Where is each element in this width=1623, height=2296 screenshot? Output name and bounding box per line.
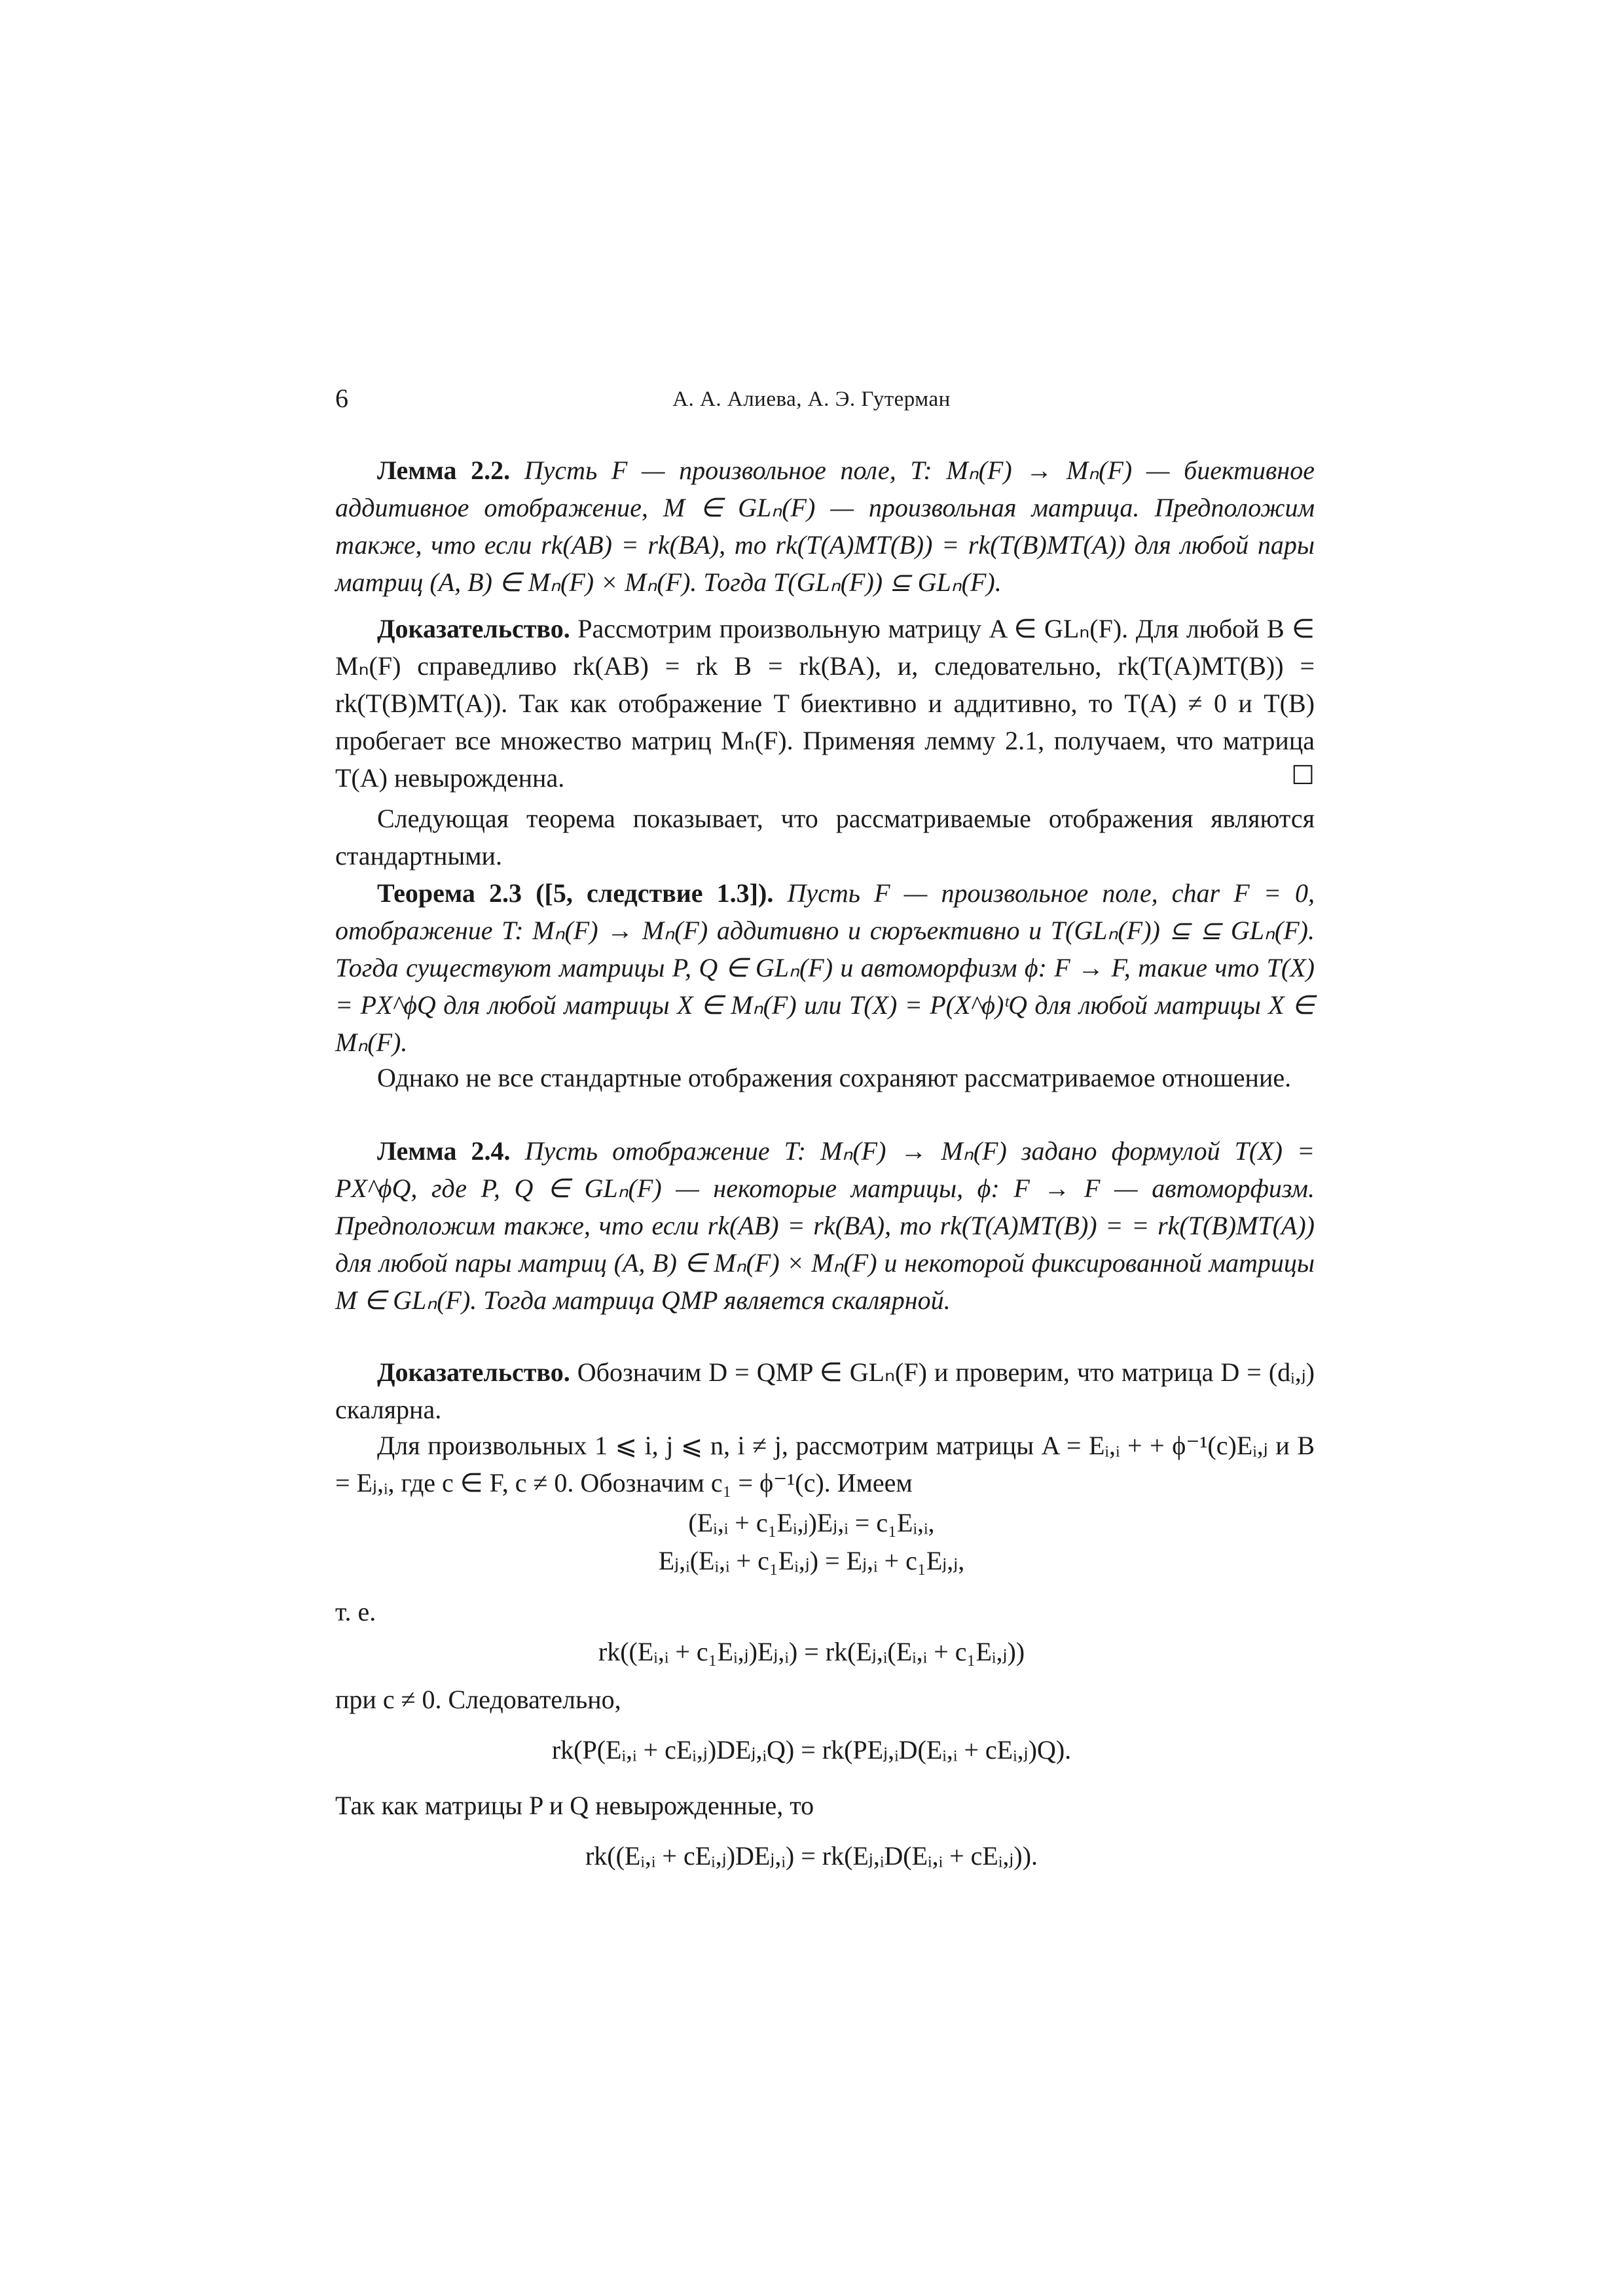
proof-lemma-2-2 (335, 610, 1315, 797)
proof-2-text-4: Так как матрицы P и Q невырожденные, то (335, 1791, 814, 1820)
paragraph-1: Следующая теорема показывает, что рассматриваемые отображения являются стандартными. (335, 804, 1315, 870)
paragraph-not-all (335, 1059, 1315, 1096)
proof-2-text-1: Обозначим D = QMP ∈ GLₙ(F) и проверим, что матрица D = (dᵢ,ⱼ) скалярна. (335, 1357, 1315, 1424)
lemma-2-4 (335, 1132, 1315, 1319)
proof-1-text: Рассмотрим произвольную матрицу A ∈ GLₙ(F). Для любой B ∈ Mₙ(F) справедливо rk(AB) = rk B = rk(BA), и, следовательно, rk(T(A)MT(B)) = rk(T(B)MT(A)). Так как отображение T биективно и аддитивно, то T(A) ≠ 0 и T(B) пробегает все множество матриц Mₙ(F). Применяя лемму 2.1, получаем, что матрица T(A) невырожденна. (335, 614, 1315, 793)
qed-symbol: ☐ (1291, 761, 1315, 790)
paragraph-standard (335, 800, 1315, 874)
page-number: 6 (335, 384, 348, 413)
te-text (335, 1593, 1315, 1630)
equation-1a: (Eᵢ,ᵢ + c₁Eᵢ,ⱼ)Eⱼ,ᵢ = c₁Eᵢ,ᵢ, (688, 1508, 935, 1537)
equation-4: rk((Eᵢ,ᵢ + cEᵢ,ⱼ)DEⱼ,ᵢ) = rk(Eⱼ,ᵢD(Eᵢ,ᵢ + cEᵢ,ⱼ)). (585, 1841, 1038, 1871)
equation-system-1 (0, 1504, 1623, 1580)
proof-2-para-4 (335, 1787, 1315, 1824)
running-head: А. А. Алиева, А. Э. Гутерман (672, 387, 951, 411)
equation-1b: Eⱼ,ᵢ(Eᵢ,ᵢ + c₁Eᵢ,ⱼ) = Eⱼ,ᵢ + c₁Eⱼ,ⱼ, (658, 1546, 965, 1575)
proof-1-label: Доказательство. (377, 614, 570, 643)
proof-2-text-2: Для произвольных 1 ⩽ i, j ⩽ n, i ≠ j, рассмотрим матрицы A = Eᵢ,ᵢ + + ϕ⁻¹(c)Eᵢ,ⱼ и B = Eⱼ,ᵢ, где c ∈ F, c ≠ 0. Обозначим c₁ = ϕ⁻¹(c). Имеем (335, 1431, 1315, 1498)
lemma-2-4-label: Лемма 2.4. (377, 1136, 511, 1166)
lemma-2-2-label: Лемма 2.2. (377, 456, 511, 485)
theorem-2-3 (335, 874, 1315, 1061)
lemma-2-2-text: Пусть F — произвольное поле, T: Mₙ(F) → Mₙ(F) — биективное аддитивное отображение, M ∈ GLₙ(F) — произвольная матрица. Предположим также, что если rk(AB) = rk(BA), то rk(T(A)MT(B)) = rk(T(B)MT(A)) для любой пары матриц (A, B) ∈ Mₙ(F) × Mₙ(F). Тогда T(GLₙ(F)) ⊆ GLₙ(F). (335, 456, 1315, 597)
lemma-2-2 (335, 452, 1315, 601)
proof-lemma-2-4 (335, 1354, 1315, 1428)
proof-2-te: т. е. (335, 1597, 376, 1626)
proof-2-label: Доказательство. (377, 1357, 570, 1387)
proof-2-para-2 (335, 1427, 1315, 1501)
lemma-2-4-text: Пусть отображение T: Mₙ(F) → Mₙ(F) задано формулой T(X) = PX^ϕQ, где P, Q ∈ GLₙ(F) — некоторые матрицы, ϕ: F → F — автоморфизм. Предположим также, что если rk(AB) = rk(BA), то rk(T(A)MT(B)) = = rk(T(B)MT(A)) для любой пары матриц (A, B) ∈ Mₙ(F) × Mₙ(F) и некоторой фиксированной матрицы M ∈ GLₙ(F). Тогда матрица QMP является скалярной. (335, 1136, 1315, 1315)
equation-3: rk(P(Eᵢ,ᵢ + cEᵢ,ⱼ)DEⱼ,ᵢQ) = rk(PEⱼ,ᵢD(Eᵢ,ᵢ + cEᵢ,ⱼ)Q). (551, 1735, 1072, 1765)
theorem-2-3-label: Теорема 2.3 ([5, следствие 1.3]). (377, 878, 774, 908)
equation-2: rk((Eᵢ,ᵢ + c₁Eᵢ,ⱼ)Eⱼ,ᵢ) = rk(Eⱼ,ᵢ(Eᵢ,ᵢ + c₁Eᵢ,ⱼ)) (598, 1637, 1025, 1666)
paragraph-2: Однако не все стандартные отображения сохраняют рассматриваемое отношение. (377, 1063, 1292, 1092)
theorem-2-3-text: Пусть F — произвольное поле, char F = 0, отображение T: Mₙ(F) → Mₙ(F) аддитивно и сюръективно и T(GLₙ(F)) ⊆ ⊆ GLₙ(F). Тогда существуют матрицы P, Q ∈ GLₙ(F) и автоморфизм ϕ: F → F, такие что T(X) = PX^ϕQ для любой матрицы X ∈ Mₙ(F) или T(X) = P(X^ϕ)ᵗQ для любой матрицы X ∈ Mₙ(F). (335, 878, 1315, 1057)
proof-2-text-3: при c ≠ 0. Следовательно, (335, 1685, 621, 1714)
proof-2-para-3 (335, 1681, 1315, 1718)
